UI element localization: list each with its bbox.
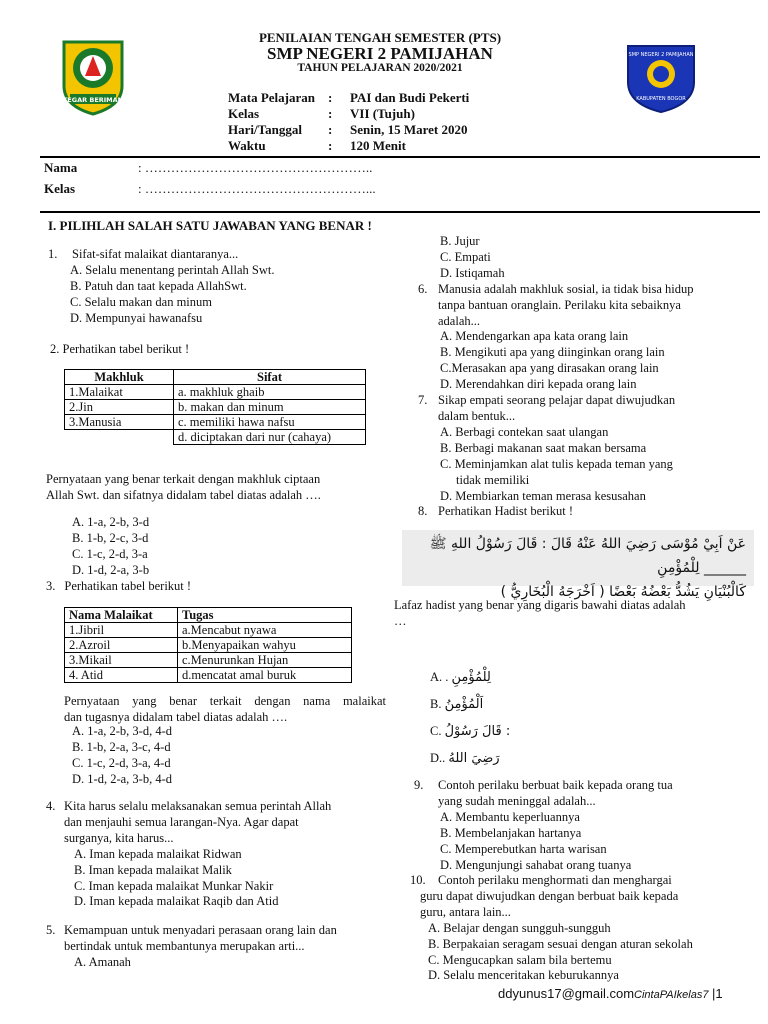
table-row: 3.Mikail c.Menurunkan Hujan	[65, 653, 352, 668]
answer-option[interactable]: A. Membantu keperluannya	[440, 809, 580, 824]
right-column: B. Jujur C. Empati D. Istiqamah 6. Manusia adalah makhluk sosial, ia tidak bisa hidup tanpa bantuan oranglain. Perilaku kita sebaiknya adalah... A. Mendengarkan apa kata orang lain B. Mengikuti apa yang diinginkan orang lain C.Merasakan apa yang dirasakan orang lain D. Merendahkan diri kepada orang lain 7. Sikap empati seorang pelajar dapat diwujudkan dalam bentuk... A. Berbagi contekan saat ulangan B. Berbagi makanan saat makan bersama C. Meminjamkan alat tulis kepada teman yang tidak memiliki D. Membiarkan teman merasa kesusahan 8. Perhatikan Hadist berikut !	[418, 234, 760, 520]
exam-title: PENILAIAN TENGAH SEMESTER (PTS)	[258, 30, 502, 45]
table-row: 1.Malaikat a. makhluk ghaib	[65, 385, 366, 400]
answer-option[interactable]: D. Selalu menceritakan keburukannya	[428, 968, 619, 983]
question-9: 9. Contoh perilaku berbuat baik kepada orang tua yang sudah meninggal adalah... A. Membantu keperluannya B. Membelanjakan hartanya C. Memperebutkan harta warisan D. Mengunjungi sahabat orang tuanya	[414, 778, 760, 873]
regency-logo-icon	[60, 38, 126, 116]
logo-right-bottom: KABUPATEN BOGOR	[636, 96, 686, 102]
meta-row: Hari/Tanggal : Senin, 15 Maret 2020	[228, 122, 468, 137]
angel-table	[64, 607, 352, 683]
table-header: Makhluk	[65, 370, 174, 385]
school-year: TAHUN PELAJARAN 2020/2021	[297, 62, 463, 74]
question-10: 10. Contoh perilaku menghormati dan menghargai guru dapat diwujudkan dengan berbuat baik kepada guru, antara lain... A. Belajar dengan sungguh-sungguh B. Berpakaian seragam sesuai dengan aturan sekolah C. Mengucapkan salam bila bertemu D. Selalu menceritakan keburukannya	[410, 873, 760, 984]
answer-option[interactable]: B. 1-b, 2-c, 3-d	[72, 530, 149, 545]
left-column	[48, 247, 388, 327]
logo-left-text: TEGAR BERIMAN	[62, 96, 124, 104]
footer-tag: CintaPAIkelas7	[634, 989, 709, 1001]
answer-option[interactable]: A. 1-a, 2-b, 3-d	[72, 515, 150, 529]
question-3-statement: Pernyataan yang benar terkait dengan nama malaikat dan tugasnya didalam tabel diatas adalah ….	[64, 694, 386, 724]
answer-option[interactable]: C. 1-c, 2-d, 3-a	[72, 546, 148, 561]
answer-option[interactable]: D. 1-d, 2-a, 3-b, 4-d	[72, 771, 172, 786]
answer-option[interactable]: B. اَلْمُؤْمِنُ	[430, 697, 484, 712]
school-logo-icon	[622, 42, 700, 114]
answer-option[interactable]: C. Meminjamkan alat tulis kepada teman yang	[440, 456, 673, 471]
page-number: |1	[708, 986, 723, 1001]
answer-option[interactable]: C. Selalu makan dan minum	[70, 294, 212, 309]
answer-option[interactable]: A. Selalu menentang perintah Allah Swt.	[70, 262, 275, 277]
answer-option[interactable]: D. Iman kepada malaikat Raqib dan Atid	[74, 894, 279, 909]
question-4: 4. Kita harus selalu melaksanakan semua perintah Allah dan menjauhi semua larangan-Nya. Agar dapat surganya, kita harus... A. Iman kepada malaikat Ridwan B. Iman kepada malaikat Malik C. Iman kepada malaikat Munkar Nakir D. Iman kepada malaikat Raqib dan Atid	[46, 799, 391, 910]
answer-option[interactable]: C. Memperebutkan harta warisan	[440, 841, 607, 856]
table-row: 3.Manusia c. memiliki hawa nafsu	[65, 415, 366, 430]
question-1: 1. Sifat-sifat malaikat diantaranya...	[48, 247, 239, 261]
answer-option[interactable]: D. 1-d, 2-a, 3-b	[72, 562, 150, 577]
answer-option[interactable]: D. Merendahkan diri kepada orang lain	[440, 377, 637, 392]
hadith-text: عَنْ اَبِيْ مُوْسَى رَضِيَ اللهُ عَنْهُ قَالَ : قَالَ رَسُوْلُ اللهِ ﷺ ______ لِلْمُؤْمِنِ كَالْبُنْيَانِ يَشُدُّ بَعْضُهُ بَعْضًا ( اَخْرَجَهُ الْبُخَارِيُّ )	[402, 530, 754, 586]
answer-option[interactable]: A. Iman kepada malaikat Ridwan	[74, 846, 242, 861]
table-row: 4. Atid d.mencatat amal buruk	[65, 668, 352, 683]
answer-option[interactable]: B. Berbagi makanan saat makan bersama	[440, 440, 647, 455]
answer-option[interactable]: D. Istiqamah	[440, 265, 505, 280]
answer-option[interactable]: D.. رَضِيَ اللهُ	[430, 751, 500, 766]
answer-option[interactable]: B. Membelanjakan hartanya	[440, 825, 582, 840]
answer-option[interactable]: C. Empati	[440, 249, 491, 264]
class-field[interactable]: Kelas : ……………………………………………...	[44, 181, 376, 196]
answer-option[interactable]: A. Berbagi contekan saat ulangan	[440, 424, 609, 439]
answer-option[interactable]: B. Iman kepada malaikat Malik	[74, 862, 232, 877]
question-7: 7. Sikap empati seorang pelajar dapat diwujudkan	[418, 393, 676, 408]
section-title: I. PILIHLAH SALAH SATU JAWABAN YANG BENAR !	[48, 218, 372, 233]
question-2-options	[46, 515, 390, 595]
meta-row: Mata Pelajaran : PAI dan Budi Pekerti	[228, 90, 470, 105]
logo-right-top: SMP NEGERI 2 PAMIJAHAN	[628, 52, 694, 58]
question-5: 5. Kemampuan untuk menyadari perasaan orang lain dan bertindak untuk membantunya merupakan arti... A. Amanah	[46, 923, 391, 971]
answer-option[interactable]: D. Membiarkan teman merasa kesusahan	[440, 488, 646, 503]
answer-option[interactable]: A. Belajar dengan sungguh-sungguh	[428, 920, 611, 935]
answer-option-continued: tidak memiliki	[456, 472, 530, 487]
answer-option[interactable]: C.Merasakan apa yang dirasakan orang lain	[440, 361, 659, 376]
answer-option[interactable]: D. Mempunyai hawanafsu	[70, 310, 203, 325]
table-header: Tugas	[178, 608, 352, 623]
name-field[interactable]: Nama : ……………………………………………..	[44, 160, 373, 175]
exam-meta	[228, 90, 469, 154]
table-header: Nama Malaikat	[65, 608, 178, 623]
creature-table	[64, 369, 366, 445]
answer-option[interactable]: B. 1-b, 2-a, 3-c, 4-d	[72, 739, 171, 754]
question-2-statement: Pernyataan yang benar terkait dengan makhluk ciptaan Allah Swt. dan sifatnya didalam tabel diatas adalah ….	[46, 472, 321, 502]
answer-option[interactable]: A. Amanah	[74, 954, 131, 969]
question-8-options	[430, 664, 590, 772]
answer-option[interactable]: A. 1-a, 2-b, 3-d, 4-d	[72, 724, 172, 738]
question-3: 3. Perhatikan tabel berikut !	[46, 578, 192, 593]
header-divider	[40, 156, 760, 158]
answer-option[interactable]: C. 1-c, 2-d, 3-a, 4-d	[72, 755, 171, 770]
table-row: d. diciptakan dari nur (cahaya)	[65, 430, 366, 445]
question-6: 6. Manusia adalah makhluk sosial, ia tidak bisa hidup	[418, 281, 694, 296]
meta-row: Kelas : VII (Tujuh)	[228, 106, 415, 121]
answer-option[interactable]: C. Mengucapkan salam bila bertemu	[428, 952, 612, 967]
answer-option[interactable]: C. قَالَ رَسُوْلُ :	[430, 724, 511, 739]
footer-email: ddyunus17@gmail.com	[498, 986, 635, 1001]
answer-option[interactable]: B. Patuh dan taat kepada AllahSwt.	[70, 278, 247, 293]
question-8: 8. Perhatikan Hadist berikut !	[418, 504, 574, 519]
school-name: SMP NEGERI 2 PAMIJAHAN	[267, 44, 493, 63]
answer-option[interactable]: A. . لِلْمُؤْمِنِ	[430, 670, 491, 685]
question-2: 2. Perhatikan tabel berikut !	[50, 342, 190, 356]
page-footer	[498, 986, 723, 1001]
question-3-options	[50, 724, 390, 788]
answer-option[interactable]: D. Mengunjungi sahabat orang tuanya	[440, 857, 632, 872]
question-8-statement: Lafaz hadist yang benar yang digaris bawahi diatas adalah …	[394, 598, 686, 628]
table-row: 1.Jibril a.Mencabut nyawa	[65, 623, 352, 638]
answer-option[interactable]: B. Mengikuti apa yang diinginkan orang lain	[440, 345, 665, 360]
answer-option[interactable]: A. Mendengarkan apa kata orang lain	[440, 329, 629, 344]
answer-option[interactable]: B. Jujur	[440, 234, 480, 248]
meta-row: Waktu : 120 Menit	[228, 138, 406, 153]
answer-option[interactable]: B. Berpakaian seragam sesuai dengan aturan sekolah	[428, 936, 693, 951]
table-header: Sifat	[174, 370, 366, 385]
table-row: 2.Azroil b.Menyapaikan wahyu	[65, 638, 352, 653]
answer-option[interactable]: C. Iman kepada malaikat Munkar Nakir	[74, 878, 274, 893]
table-row: 2.Jin b. makan dan minum	[65, 400, 366, 415]
student-divider	[40, 211, 760, 213]
